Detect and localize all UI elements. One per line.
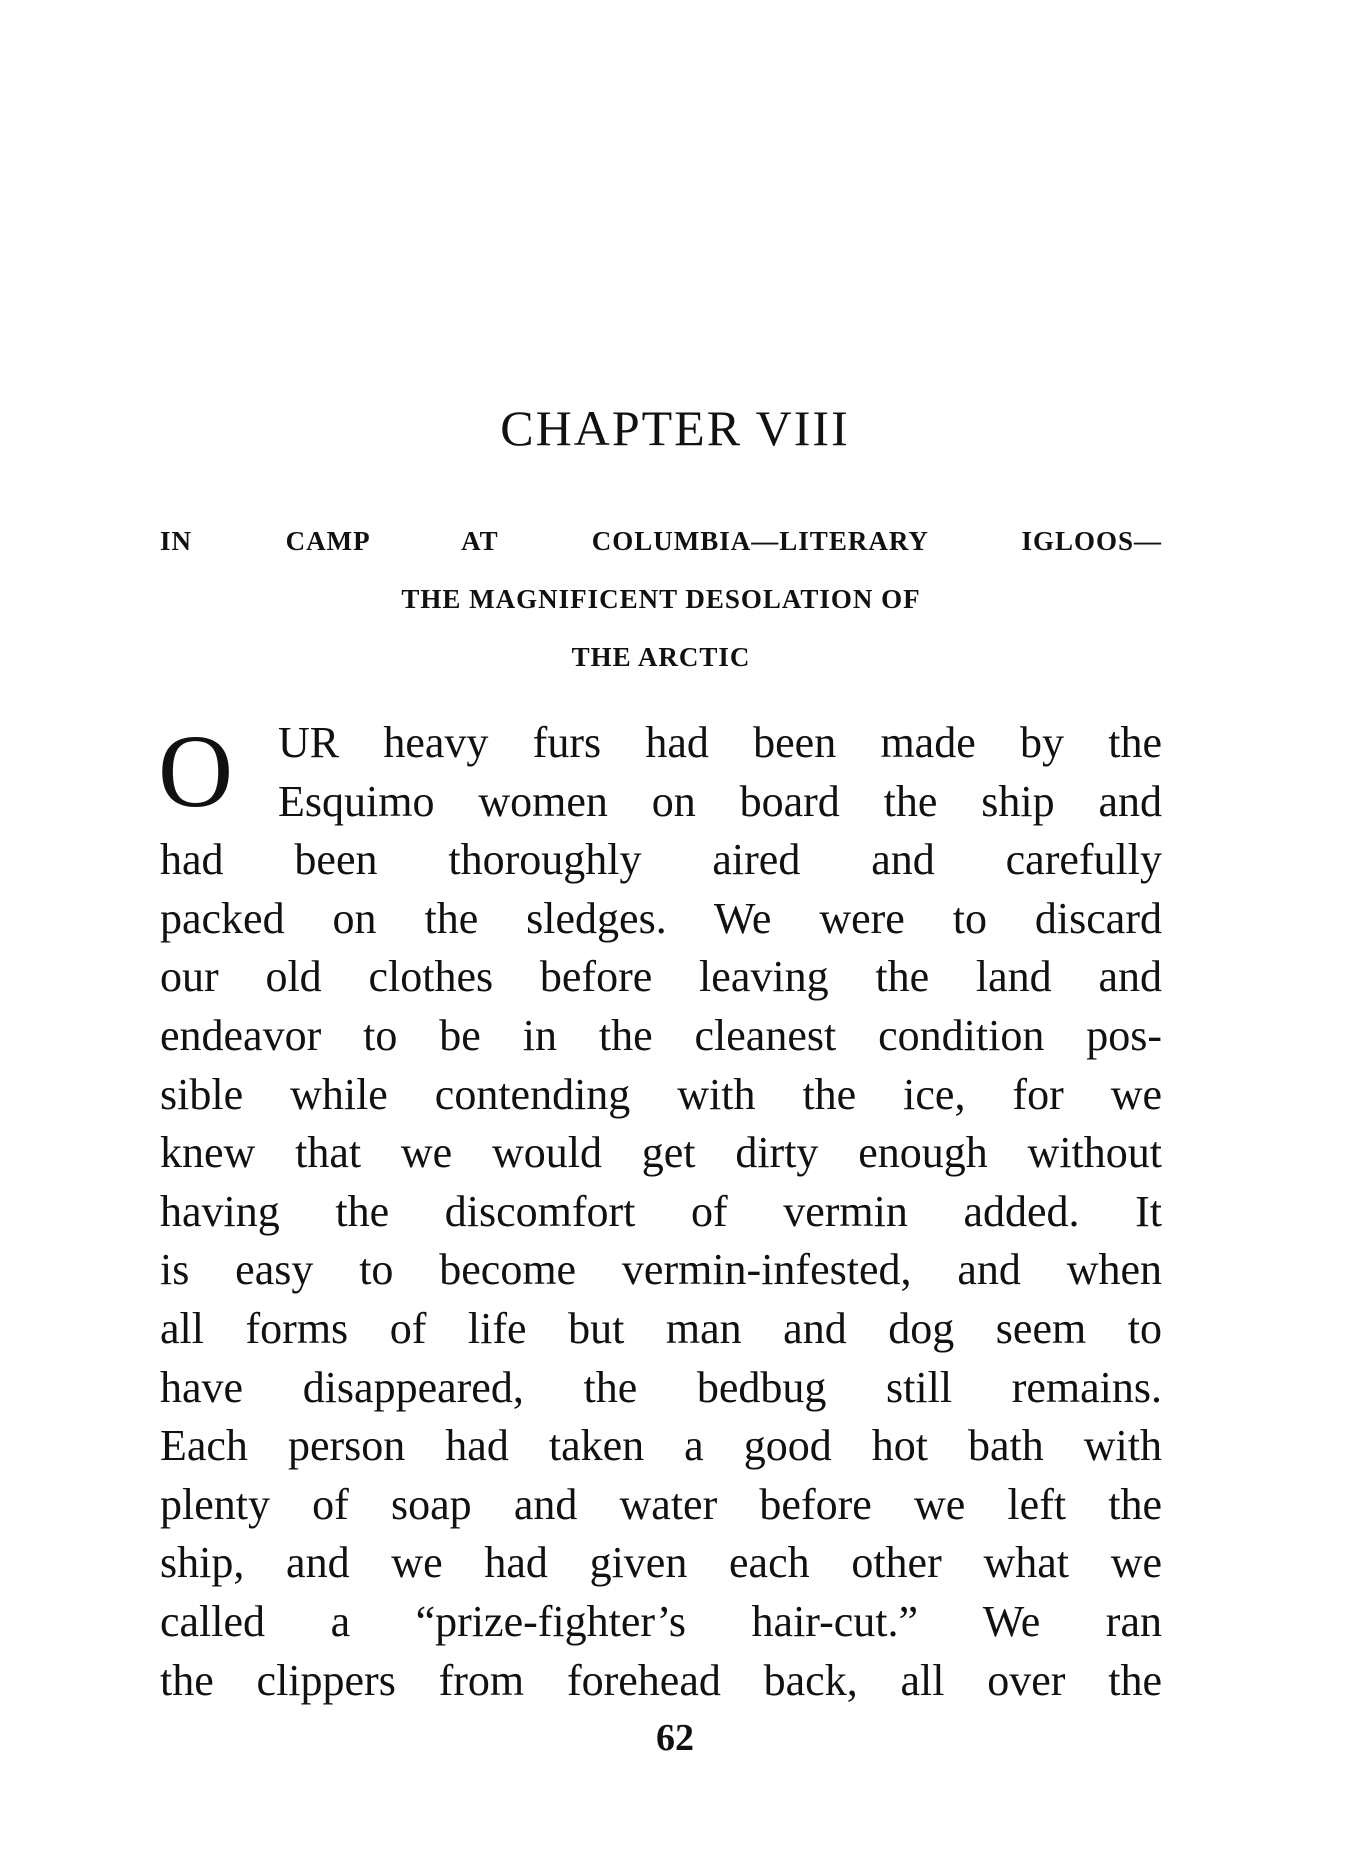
text-line: is easy to become vermin-infested, and when: [160, 1245, 1162, 1295]
chapter-subtitle: [160, 512, 1162, 686]
text-line: Esquimo women on board the ship and: [278, 776, 1162, 826]
chapter-title: CHAPTER VIII: [500, 400, 850, 456]
text-line: all forms of life but man and dog seem to: [160, 1303, 1162, 1353]
text-line: knew that we would get dirty enough without: [160, 1128, 1162, 1178]
text-line: endeavor to be in the cleanest condition pos-: [160, 1010, 1162, 1060]
text-line: plenty of soap and water before we left the: [160, 1479, 1162, 1529]
text-line: have disappeared, the bedbug still remains.: [160, 1362, 1162, 1412]
text-line: called a “prize-fighter’s hair-cut.” We ran: [160, 1596, 1162, 1646]
text-line: sible while contending with the ice, for we: [160, 1069, 1162, 1119]
text-line: having the discomfort of vermin added. It: [160, 1186, 1162, 1236]
subtitle-line: IN CAMP AT COLUMBIA—LITERARY IGLOOS—: [160, 526, 1162, 556]
page-number: 62: [656, 1717, 694, 1759]
text-line: our old clothes before leaving the land and: [160, 952, 1162, 1002]
text-line: ship, and we had given each other what we: [160, 1538, 1162, 1588]
text-line: the clippers from forehead back, all over the: [160, 1655, 1162, 1705]
text-line: Each person had taken a good hot bath with: [160, 1421, 1162, 1471]
subtitle-line: THE MAGNIFICENT DESOLATION OF: [401, 584, 921, 614]
text-line: had been thoroughly aired and carefully: [160, 835, 1162, 885]
subtitle-line: THE ARCTIC: [571, 642, 751, 672]
drop-cap: O: [158, 714, 234, 829]
text-line: UR heavy furs had been made by the: [278, 718, 1162, 767]
body-text: [160, 714, 1162, 1710]
text-line: packed on the sledges. We were to discard: [160, 893, 1162, 943]
